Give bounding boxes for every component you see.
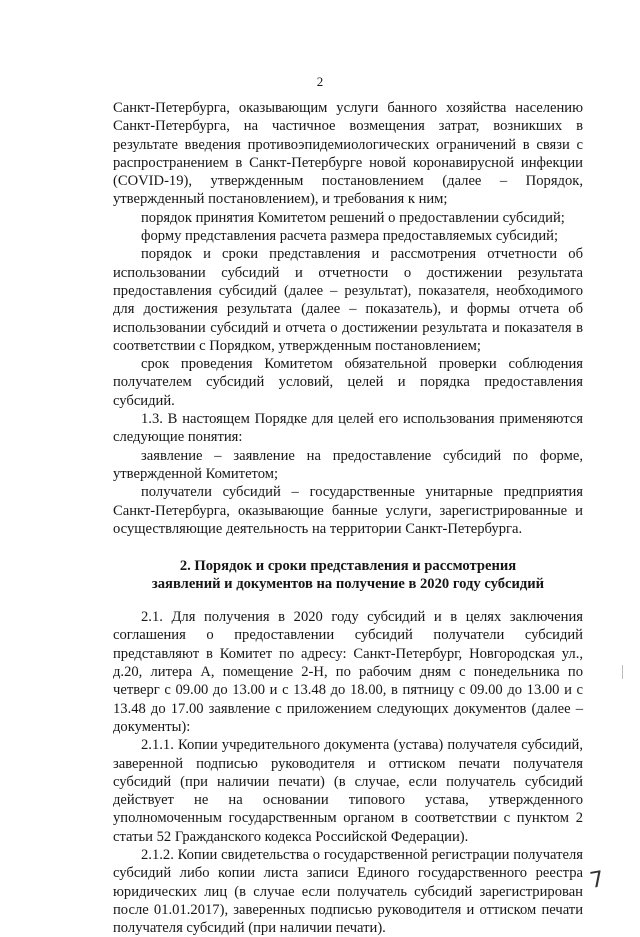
handwritten-page-mark: 7 [587,866,607,895]
document-body [113,99,583,937]
paragraph: порядок и сроки представления и рассмотрения отчетности об использовании субсидий и отчетности о достижении результата предоставления субсидий (далее – результат), показателя, необходимого для достижения результата (далее – показатель), и формы отчета об использовании субсидий и отчета о достижении результата и показателя в соответствии с Порядком, утвержденным постановлением; [113,246,583,354]
paragraph: 2.1.2. Копии свидетельства о государственной регистрации получателя субсидий либо копии листа записи Единого государственного реестра юридических лиц (в случае если получатель субсидий зарегистрирован после 01.01.2017), заверенных подписью руководителя и оттиском печати получателя субсидий (при наличии печати). [113,846,583,937]
paragraph: 1.3. В настоящем Порядке для целей его использования применяются следующие понятия: [113,411,583,446]
section-heading [113,557,583,593]
paragraph: заявление – заявление на предоставление субсидий по форме, утвержденной Комитетом; [113,447,583,482]
paragraph: получатели субсидий – государственные унитарные предприятия Санкт-Петербурга, оказывающие банные услуги, зарегистрированные и осуществляющие деятельность на территории Санкт-Петербурга. [113,484,583,537]
paragraph: 2.1. Для получения в 2020 году субсидий и в целях заключения соглашения о предоставлении субсидий получатели субсидий представляют в Комитет по адресу: Санкт-Петербург, Новгородская ул., д.20, литера А, помещение 2-Н, по рабочим дням с понедельника по четверг с 09.00 до 13.00 и с 13.48 до 18.00, в пятницу с 09.00 до 13.00 и с 13.48 до 17.00 заявление с приложением следующих документов (далее – документы): [113,609,583,735]
bottom-paragraphs [113,608,583,937]
top-paragraphs [113,99,583,538]
section-heading-line1: 2. Порядок и сроки представления и рассмотрения [179,558,517,575]
scan-artifact-mark [622,665,623,679]
paragraph: 2.1.1. Копии учредительного документа (устава) получателя субсидий, заверенной подписью руководителя и оттиском печати получателя субсидий (при наличии печати) (в случае, если получатель субсидий действует не на основании типового устава, утвержденного уполномоченным государственным органом в соответствии с пунктом 2 статьи 52 Гражданского кодекса Российской Федерации). [113,737,583,845]
section-heading-line2: заявлений и документов на получение в 2020 году субсидий [151,576,545,593]
paragraph: порядок принятия Комитетом решений о предоставлении субсидий; [141,209,565,226]
paragraph: форму представления расчета размера предоставляемых субсидий; [141,228,559,245]
paragraph: Санкт-Петербурга, оказывающим услуги банного хозяйства населению Санкт-Петербурга, на частичное возмещения затрат, возникших в результате введения противоэпидемиологических ограничений в связи с распространением в Санкт-Петербурге новой коронавирусной инфекции (COVID-19), утвержденным постановлением (далее – Порядок, утвержденный постановлением), и требования к ним; [113,100,583,208]
paragraph: срок проведения Комитетом обязательной проверки соблюдения получателем субсидий условий, целей и порядка предоставления субсидий. [113,356,583,409]
page-number: 2 [316,74,324,89]
